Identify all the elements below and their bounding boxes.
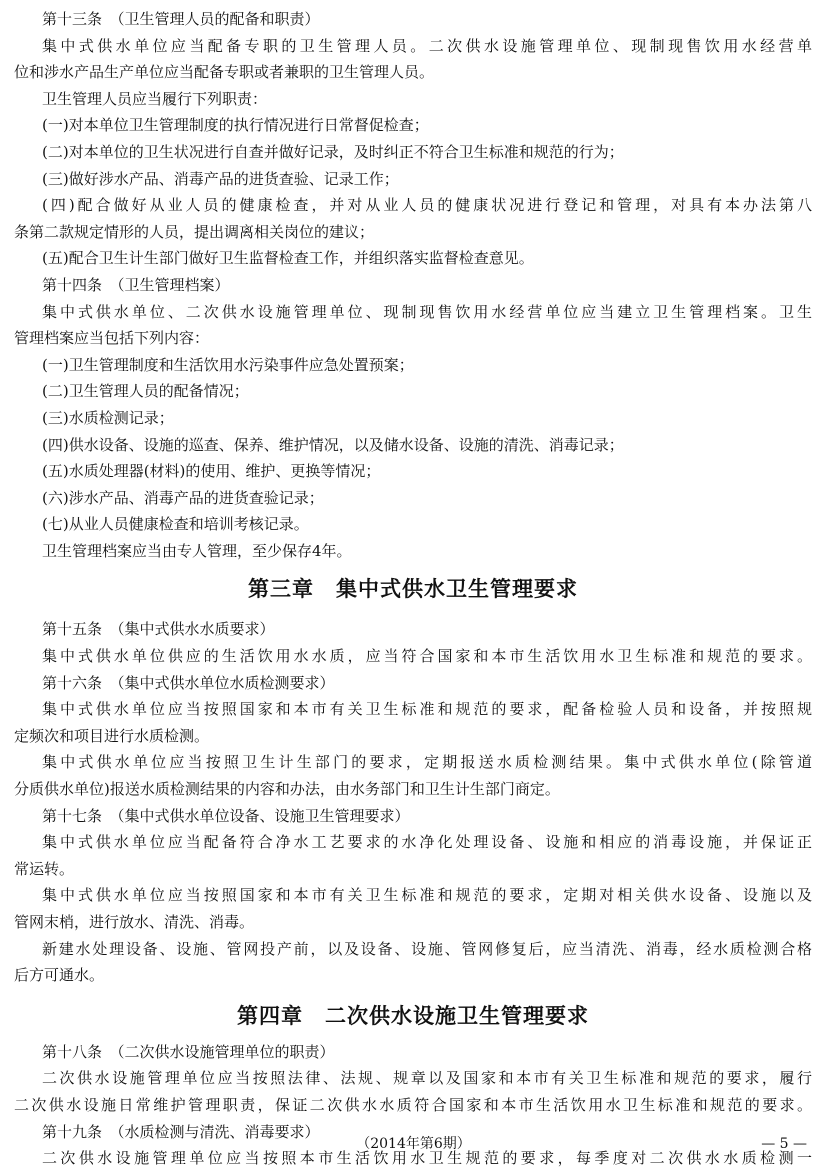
issue-label: （2014年第6期）	[356, 1136, 471, 1152]
text-line: 集中式供水单位应当按照国家和本市有关卫生标准和规范的要求，定期对相关供水设备、设施以及	[42, 886, 812, 905]
text-line: 第十九条 （水质检测与清洗、消毒要求）	[42, 1122, 320, 1141]
text-line: 集中式供水单位、二次供水设施管理单位、现制现售饮用水经营单位应当建立卫生管理档案。卫生	[42, 302, 812, 321]
section-chapter-three	[14, 616, 812, 988]
text-line: (一)卫生管理制度和生活饮用水污染事件应急处置预案；	[42, 355, 414, 374]
text-line: (二)对本单位的卫生状况进行自查并做好记录，及时纠正不符合卫生标准和规范的行为；	[42, 142, 624, 161]
text-line: 集中式供水单位应当按照卫生计生部门的要求，定期报送水质检测结果。集中式供水单位(除管道	[42, 753, 812, 772]
chapter-four-heading: 第四章 二次供水设施卫生管理要求	[237, 1003, 589, 1028]
page-footer	[0, 1132, 827, 1156]
text-line: 二次供水设施管理单位应当按照本市生活饮用水卫生规范的要求，每季度对二次供水水质检测一	[42, 1149, 812, 1168]
text-line: (三)水质检测记录；	[42, 408, 174, 427]
text-line: 新建水处理设备、设施、管网投产前，以及设备、设施、管网修复后，应当清洗、消毒，经水质检测合格	[42, 939, 812, 958]
text-line: 集中式供水单位应当配备专职的卫生管理人员。二次供水设施管理单位、现制现售饮用水经营单	[42, 36, 812, 55]
document-body	[14, 6, 812, 1172]
text-line: 第十三条 （卫生管理人员的配备和职责）	[42, 10, 320, 28]
text-line: (二)卫生管理人员的配备情况；	[42, 382, 249, 401]
text-line: 二次供水设施日常维护管理职责，保证二次供水水质符合国家和本市生活饮用水卫生标准和规范的要求。	[14, 1095, 812, 1114]
text-line: 分质供水单位)报送水质检测结果的内容和办法，由水务部门和卫生计生部门商定。	[14, 780, 560, 799]
text-line: 第十六条 （集中式供水单位水质检测要求）	[42, 673, 335, 692]
text-line: 条第二款规定情形的人员，提出调离相关岗位的建议；	[14, 222, 375, 241]
text-line: 第十四条 （卫生管理档案）	[42, 275, 230, 294]
text-line: (一)对本单位卫生管理制度的执行情况进行日常督促检查；	[42, 116, 429, 135]
text-line: 位和涉水产品生产单位应当配备专职或者兼职的卫生管理人员。	[14, 63, 435, 82]
chapter-three-heading: 第三章 集中式供水卫生管理要求	[248, 577, 578, 602]
text-line: 后方可通水。	[14, 966, 105, 985]
text-line: 第十五条 （集中式供水水质要求）	[42, 620, 275, 639]
text-line: 集中式供水单位应当按照国家和本市有关卫生标准和规范的要求，配备检验人员和设备，并按照规	[42, 700, 812, 719]
section-articles-13-14	[14, 6, 812, 564]
text-line: 常运转。	[14, 859, 75, 878]
text-line: (七)从业人员健康检查和培训考核记录。	[42, 515, 309, 534]
text-line: 卫生管理人员应当履行下列职责：	[42, 89, 268, 108]
text-line: 二次供水设施管理单位应当按照法律、法规、规章以及国家和本市有关卫生标准和规范的要求，履行	[42, 1069, 812, 1088]
text-line: 管网末梢，进行放水、清洗、消毒。	[14, 913, 255, 931]
page-number: — 5 —	[761, 1136, 807, 1152]
text-line: (三)做好涉水产品、消毒产品的进货查验、记录工作；	[42, 169, 399, 188]
text-line: 卫生管理档案应当由专人管理，至少保存4年。	[42, 541, 352, 560]
text-line: 集中式供水单位供应的生活饮用水水质，应当符合国家和本市生活饮用水卫生标准和规范的要求。	[42, 647, 812, 666]
text-line: (五)水质处理器(材料)的使用、维护、更换等情况；	[42, 462, 381, 481]
text-line: 定频次和项目进行水质检测。	[14, 726, 210, 745]
text-line: (四)配合做好从业人员的健康检查，并对从业人员的健康状况进行登记和管理，对具有本办法第八	[42, 196, 812, 215]
text-line: 集中式供水单位应当配备符合净水工艺要求的水净化处理设备、设施和相应的消毒设施，并保证正	[42, 833, 812, 852]
text-line: (四)供水设备、设施的巡查、保养、维护情况，以及储水设备、设施的清洗、消毒记录；	[42, 435, 624, 454]
text-line: 管理档案应当包括下列内容：	[14, 329, 210, 348]
text-line: (五)配合卫生计生部门做好卫生监督检查工作，并组织落实监督检查意见。	[42, 249, 534, 268]
text-line: 第十八条 （二次供水设施管理单位的职责）	[42, 1042, 335, 1061]
text-line: (六)涉水产品、消毒产品的进货查验记录；	[42, 488, 324, 507]
text-line: 第十七条 （集中式供水单位设备、设施卫生管理要求）	[42, 806, 410, 825]
